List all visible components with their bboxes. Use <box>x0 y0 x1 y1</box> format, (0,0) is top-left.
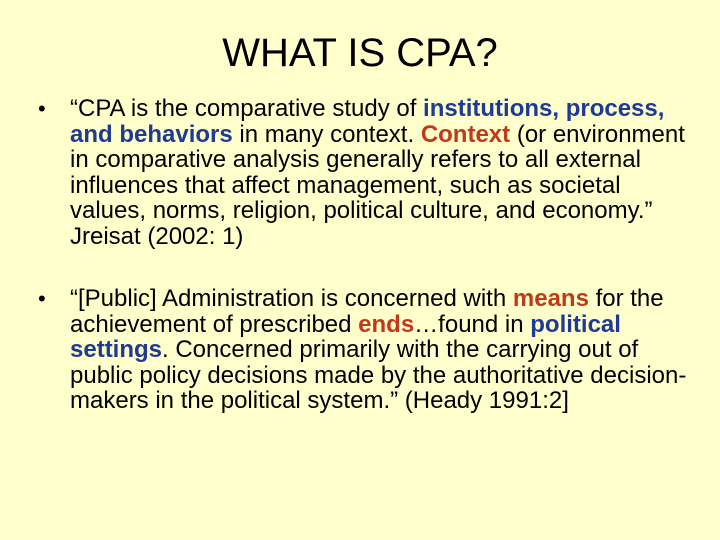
bullet-icon: • <box>38 96 46 121</box>
slide-title: WHAT IS CPA? <box>222 31 498 75</box>
bullet2-text-3: …found in <box>414 310 531 338</box>
bullet-item-cpa-definition <box>38 96 688 249</box>
bullet2-text-2: for the achievement of prescribed <box>70 285 664 338</box>
bullet-item-public-administration <box>38 286 688 414</box>
bullet2-highlight-political-settings: political settings <box>70 310 621 363</box>
bullet2-text-4: . Concerned primarily with the carrying out of public policy decisions made by the authoritative decision-makers in the political system.” (Heady 1991:2] <box>70 336 687 414</box>
bullet2-highlight-ends: ends <box>358 310 415 338</box>
bullet1-text-1: “CPA is the comparative study of <box>70 95 424 122</box>
bullet-list <box>38 96 688 414</box>
bullet-icon: • <box>38 286 46 311</box>
bullet1-highlight-context: Context <box>420 120 511 148</box>
bullet2-text-1: “[Public] Administration is concerned with <box>70 285 513 312</box>
bullet1-text-2: in many context. <box>232 120 421 148</box>
bullet1-text-3: (or environment in comparative analysis generally refers to all external influences that affect management, such as societal values, norms, religion, political culture, and economy.” Jreisat (2002: 1) <box>70 120 685 250</box>
bullet1-highlight-institutions: institutions, process, and behaviors <box>70 95 665 148</box>
bullet2-highlight-means: means <box>512 285 589 312</box>
